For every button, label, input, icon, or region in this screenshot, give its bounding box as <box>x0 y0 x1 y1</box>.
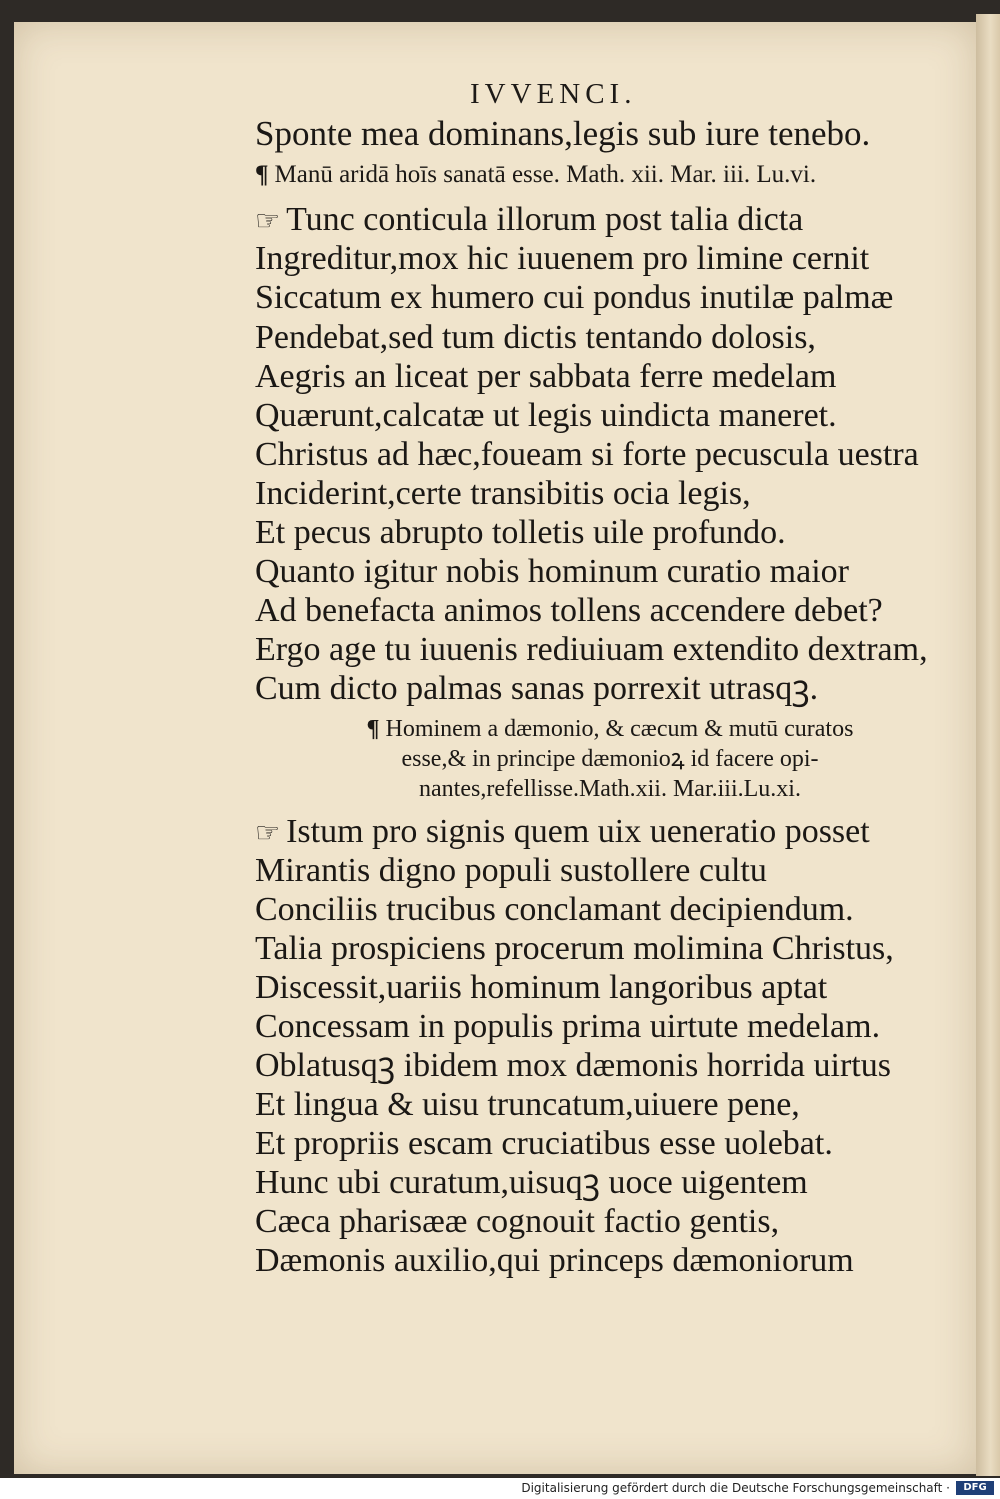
verse-line <box>255 812 870 853</box>
footer-bar <box>0 1478 1000 1499</box>
pointing-hand-icon: ☞ <box>255 206 281 237</box>
verse-line: Hunc ubi curatum,uisuqꝫ uoce uigentem <box>255 1164 808 1201</box>
verse-line: Pendebat,sed tum dictis tentando dolosis, <box>255 319 816 356</box>
verse-line: Ingreditur,mox hic iuuenem pro limine cernit <box>255 240 870 277</box>
verse-line: Aegris an liceat per sabbata ferre medelam <box>255 358 837 395</box>
rubric-text: Hominem a dæmonio, & cæcum & mutū curatos <box>385 716 854 742</box>
verse-line: Ad benefacta animos tollens accendere debet? <box>255 592 883 629</box>
pilcrow-icon: ¶ <box>255 161 269 188</box>
verse-line: Dæmonis auxilio,qui princeps dæmoniorum <box>255 1242 854 1279</box>
verse-line: Et propriis escam cruciatibus esse uolebat. <box>255 1125 833 1162</box>
verse-line: Ergo age tu iuuenis rediuiuam extendito dextram, <box>255 631 928 668</box>
verse-line: Talia prospiciens procerum molimina Christus, <box>255 930 894 967</box>
verse-line: Mirantis digno populi sustollere cultu <box>255 852 767 889</box>
rubric-text: Manū aridā hoīs sanatā esse. Math. xii. Mar. iii. Lu.vi. <box>274 161 817 188</box>
verse-line: Et lingua & uisu truncatum,uiuere pene, <box>255 1086 800 1123</box>
footer-credit: Digitalisierung gefördert durch die Deutsche Forschungsgemeinschaft · <box>521 1481 950 1495</box>
dfg-logo: DFG <box>956 1481 994 1495</box>
rubric-heading <box>255 160 816 190</box>
verse-line: Quærunt,calcatæ ut legis uindicta maneret. <box>255 397 837 434</box>
page-edge <box>976 14 1000 1476</box>
verse-line: Quanto igitur nobis hominum curatio maior <box>255 553 849 590</box>
verse-line: Inciderint,certe transibitis ocia legis, <box>255 475 751 512</box>
verse-line: Christus ad hæc,foueam si forte pecuscula uestra <box>255 436 919 473</box>
pointing-hand-icon: ☞ <box>255 818 281 849</box>
verse-line: Cæca pharisææ cognouit factio gentis, <box>255 1203 780 1240</box>
verse-text: Tunc conticula illorum post talia dicta <box>286 201 804 238</box>
rubric-heading <box>290 714 930 744</box>
rubric-text: esse,& in principe dæmonioꝝ id facere opi- <box>401 746 819 772</box>
verse-line: Siccatum ex humero cui pondus inutilæ palmæ <box>255 279 894 316</box>
verse-line <box>255 200 803 241</box>
rubric-text: nantes,refellisse.Math.xii. Mar.iii.Lu.xi. <box>419 776 801 802</box>
running-header: IVVENCI. <box>470 78 637 110</box>
pilcrow-icon: ¶ <box>366 716 380 742</box>
verse-line: Discessit,uariis hominum langoribus aptat <box>255 969 828 1006</box>
verse-line: Cum dicto palmas sanas porrexit utrasqꝫ. <box>255 670 819 707</box>
verse-text: Istum pro signis quem uix ueneratio posset <box>286 813 870 850</box>
verse-line: Oblatusqꝫ ibidem mox dæmonis horrida uirtus <box>255 1047 891 1084</box>
verse-line: Sponte mea dominans,legis sub iure tenebo. <box>255 114 871 153</box>
verse-line: Conciliis trucibus conclamant decipiendum. <box>255 891 854 928</box>
verse-line: Et pecus abrupto tolletis uile profundo. <box>255 514 786 551</box>
verse-line: Concessam in populis prima uirtute medelam. <box>255 1008 881 1045</box>
